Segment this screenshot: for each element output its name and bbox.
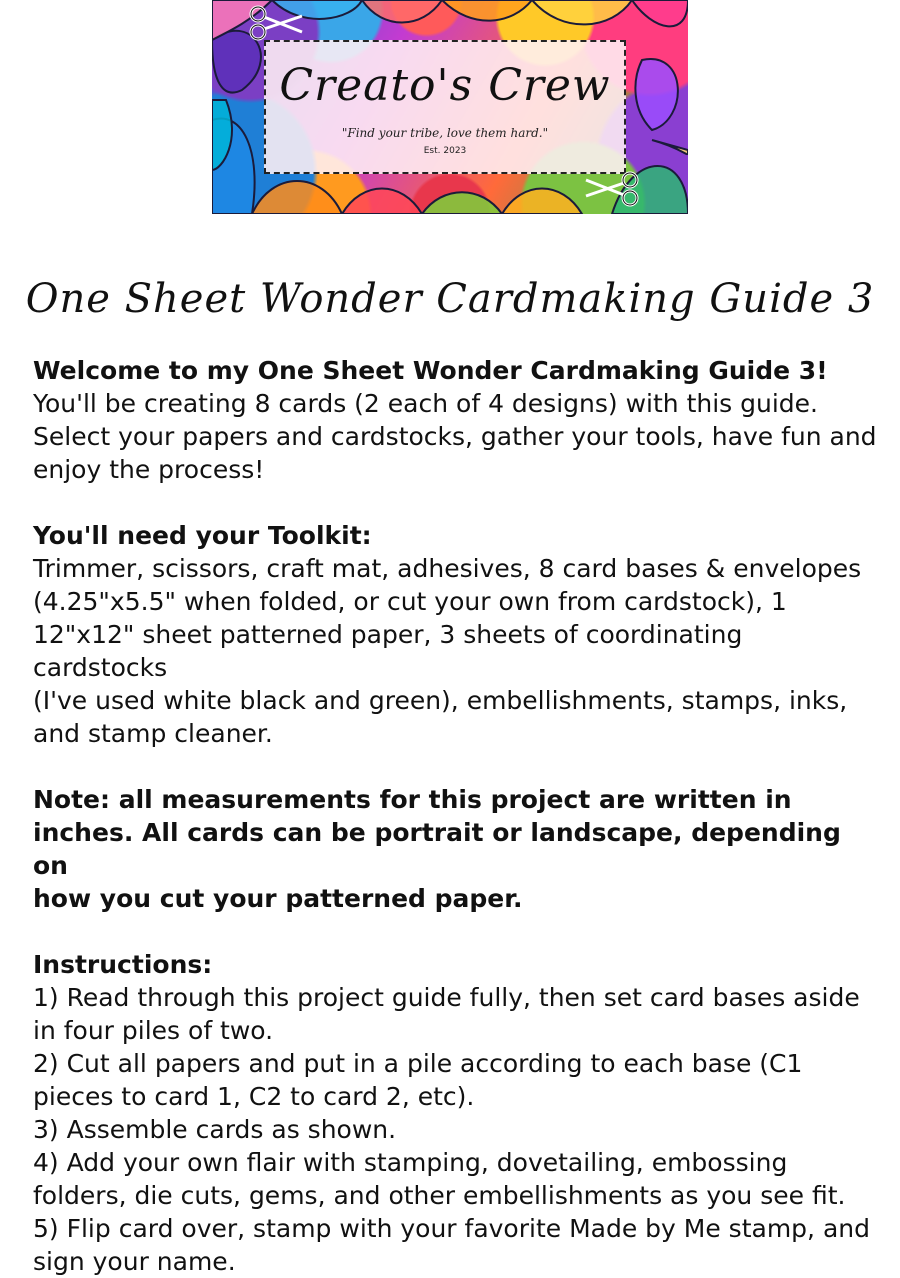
toolkit-line: (I've used white black and green), embellishments, stamps, inks, <box>33 686 848 715</box>
brand-banner <box>212 0 688 214</box>
welcome-section <box>33 354 883 486</box>
toolkit-title: You'll need your Toolkit: <box>33 521 372 550</box>
note-line: Note: all measurements for this project are written in <box>33 785 792 814</box>
instruction-line: pieces to card 1, C2 to card 2, etc). <box>33 1082 475 1111</box>
toolkit-line: 12"x12" sheet patterned paper, 3 sheets of coordinating cardstocks <box>33 620 743 682</box>
instruction-line: 5) Flip card over, stamp with your favorite Made by Me stamp, and <box>33 1214 870 1243</box>
instructions-section <box>33 948 883 1278</box>
instruction-line: in four piles of two. <box>33 1016 274 1045</box>
note-section <box>33 783 883 915</box>
guide-heading: One Sheet Wonder Cardmaking Guide 3 <box>25 276 875 322</box>
instruction-line: 3) Assemble cards as shown. <box>33 1115 397 1144</box>
brand-tagline: "Find your tribe, love them hard." <box>341 126 549 140</box>
instructions-title: Instructions: <box>33 950 213 979</box>
toolkit-line: and stamp cleaner. <box>33 719 273 748</box>
brand-title: Creato's Crew <box>279 60 611 111</box>
scissors-icon <box>248 4 304 44</box>
welcome-line: Select your papers and cardstocks, gather your tools, have fun and <box>33 422 877 451</box>
toolkit-line: Trimmer, scissors, craft mat, adhesives, 8 card bases & envelopes <box>33 554 862 583</box>
welcome-line: You'll be creating 8 cards (2 each of 4 designs) with this guide. <box>33 389 818 418</box>
banner-title-panel <box>264 40 626 174</box>
instruction-line: 1) Read through this project guide fully, then set card bases aside <box>33 983 860 1012</box>
instruction-line: 4) Add your own flair with stamping, dovetailing, embossing <box>33 1148 788 1177</box>
instruction-line: 2) Cut all papers and put in a pile according to each base (C1 <box>33 1049 803 1078</box>
welcome-title: Welcome to my One Sheet Wonder Cardmaking Guide 3! <box>33 356 828 385</box>
note-line: inches. All cards can be portrait or landscape, depending on <box>33 818 841 880</box>
brand-established: Est. 2023 <box>423 146 467 156</box>
instruction-line: folders, die cuts, gems, and other embellishments as you see fit. <box>33 1181 846 1210</box>
welcome-line: enjoy the process! <box>33 455 265 484</box>
scissors-icon <box>584 168 640 208</box>
toolkit-line: (4.25"x5.5" when folded, or cut your own from cardstock), 1 <box>33 587 787 616</box>
instruction-line: sign your name. <box>33 1247 236 1276</box>
toolkit-section <box>33 519 883 750</box>
guide-content <box>33 354 883 1278</box>
note-line: how you cut your patterned paper. <box>33 884 523 913</box>
